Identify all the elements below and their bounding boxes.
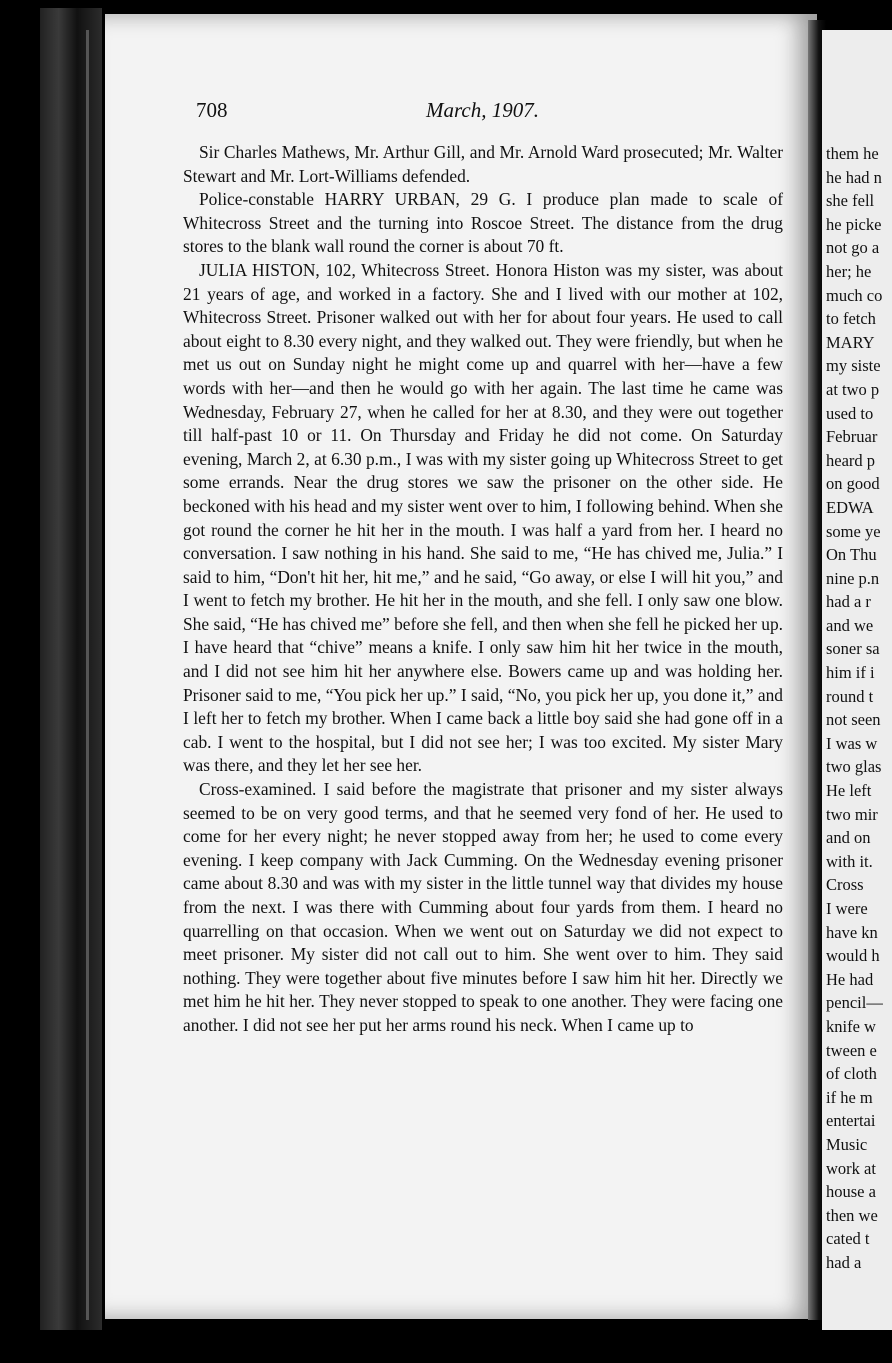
right-page-fragment bbox=[822, 30, 892, 1330]
running-head: March, 1907. bbox=[426, 98, 539, 122]
right-page-line: two glas bbox=[826, 757, 882, 777]
right-page-line: EDWA bbox=[826, 497, 874, 517]
page-body bbox=[183, 141, 783, 1038]
spine-shadow bbox=[86, 30, 89, 1320]
right-page-line: not go a bbox=[826, 238, 880, 258]
right-page-line: some ye bbox=[826, 521, 881, 541]
right-page-line: I were bbox=[826, 899, 868, 918]
right-page-line: him if i bbox=[826, 663, 875, 683]
right-page-line: work at bbox=[826, 1158, 876, 1178]
urban-testimony: Police-constable HARRY URBAN, 29 G. I produce plan made to scale of Whitecross Street and the turning into Roscoe Street. The distance from the drug stores to the blank wall round the corner is about 70 ft. bbox=[183, 189, 783, 257]
right-page-line: she fell bbox=[826, 191, 875, 211]
right-page-line: had a bbox=[826, 1252, 862, 1272]
right-page-line: if he m bbox=[826, 1087, 873, 1107]
right-page-line: at two p bbox=[826, 379, 880, 399]
right-page-line: heard p bbox=[826, 450, 876, 470]
right-page-line: He left bbox=[826, 781, 872, 801]
right-page-line: much co bbox=[826, 285, 883, 305]
right-page-line: cated t bbox=[826, 1229, 870, 1249]
right-page-line: entertai bbox=[826, 1111, 876, 1131]
right-page-line: tween e bbox=[826, 1040, 877, 1060]
page-number: 708 bbox=[196, 98, 228, 122]
right-page-line: He had bbox=[826, 969, 874, 989]
right-page-line: had a r bbox=[826, 592, 871, 612]
right-page-line: on good bbox=[826, 474, 880, 494]
right-page-line: of cloth bbox=[826, 1064, 877, 1084]
scan-border-bottom bbox=[0, 1330, 892, 1363]
right-page-line: he picke bbox=[826, 214, 882, 234]
right-page-text bbox=[826, 142, 883, 1275]
right-page-line: have kn bbox=[826, 922, 878, 942]
right-page-line: soner sa bbox=[826, 639, 880, 659]
right-page-line: to fetch bbox=[826, 309, 876, 329]
right-page-line: then we bbox=[826, 1205, 878, 1225]
right-page-line: pencil— bbox=[826, 993, 883, 1013]
right-page-line: I was w bbox=[826, 733, 878, 753]
right-page-line: would h bbox=[826, 946, 880, 966]
right-page-line: MARY bbox=[826, 332, 875, 352]
cross-examination: Cross-examined. I said before the magistrate that prisoner and my sister always seemed to be on very good terms, and that he seemed very fond of her. He used to come for her every night; he never stopped away from her; he used to come every evening. I keep company with Jack Cumming. On the Wednesday evening prisoner came about 8.30 and was with my sister in the little tunnel way that divides my house from the next. I was there with Cumming about four yards from them. I heard no quarrelling on that occasion. When we went out on Saturday we did not expect to meet prisoner. My sister did not call out to him. She went over to him. They said nothing. They were together about five minutes before I saw him hit her. Directly we met him he hit her. They never stopped to speak to one another. They were facing one another. I did not see her put her arms round his neck. When I came up to bbox=[183, 779, 783, 1035]
right-page-line: two mir bbox=[826, 804, 878, 824]
right-page-line: with it. bbox=[826, 851, 873, 871]
right-page-line: knife w bbox=[826, 1016, 876, 1036]
right-page-line: Cross bbox=[826, 875, 864, 895]
right-page-line: Music bbox=[826, 1134, 868, 1154]
page-header bbox=[196, 98, 776, 128]
right-page-line: house a bbox=[826, 1182, 876, 1202]
histon-testimony: JULIA HISTON, 102, Whitecross Street. Honora Histon was my sister, was about 21 years of age, and worked in a factory. She and I lived with our mother at 102, Whitecross Street. Prisoner walked out with her for about four years. He used to call about eight to 8.30 every night, and they walked out. They were friendly, but when he met us out on Sunday night he might come up and quarrel with her—have a few words with her—and then he would go with her again. The last time he came was Wednesday, February 27, when he called for her at 8.30, and they were out together till half-past 10 or 11. On Thursday and Friday he did not come. On Saturday evening, March 2, at 6.30 p.m., I was with my sister going up Whitecross Street to get some errands. Near the drug stores we saw the prisoner on the other side. He beckoned with his head and my sister went over to him, I following behind. When she got round the corner he hit her in the mouth. I was half a yard from her. I heard no conversation. I saw nothing in his hand. She said to me, “He has chived me, Julia.” I said to him, “Don't hit her, hit me,” and he said, “Go away, or else I will hit you,” and I went to fetch my brother. He hit her in the mouth, and she fell. I only saw one blow. She said, “He has chived me” before she fell, and then when she fell he picked her up. I have heard that “chive” means a knife. I only saw him hit her twice in the mouth, and I did not see him hit her anywhere else. Bowers came up and was holding her. Prisoner said to me, “You pick her up.” I said, “No, you pick her up, you done it,” and I left her to fetch my brother. When I came back a little boy said she had gone off in a cab. I went to the hospital, but I did not see her; I was too excited. My sister Mary was there, and they let her see her. bbox=[183, 259, 783, 776]
right-page-line: them he bbox=[826, 144, 879, 163]
right-page-line: used to bbox=[826, 403, 874, 423]
right-page-line: her; he bbox=[826, 261, 872, 281]
right-page-line: he had n bbox=[826, 167, 882, 187]
right-page-line: Februar bbox=[826, 427, 878, 447]
counsel-paragraph: Sir Charles Mathews, Mr. Arthur Gill, and Mr. Arnold Ward prosecuted; Mr. Walter Stewart and Mr. Lort-Williams defended. bbox=[183, 142, 783, 186]
right-page-line: nine p.n bbox=[826, 568, 880, 588]
right-page-line: and on bbox=[826, 828, 871, 848]
right-page-line: round t bbox=[826, 686, 874, 706]
book-cover-edge bbox=[40, 8, 102, 1338]
right-page-line: and we bbox=[826, 615, 874, 635]
right-page-line: On Thu bbox=[826, 545, 877, 565]
right-page-line: my siste bbox=[826, 356, 881, 376]
right-page-line: not seen bbox=[826, 710, 881, 730]
